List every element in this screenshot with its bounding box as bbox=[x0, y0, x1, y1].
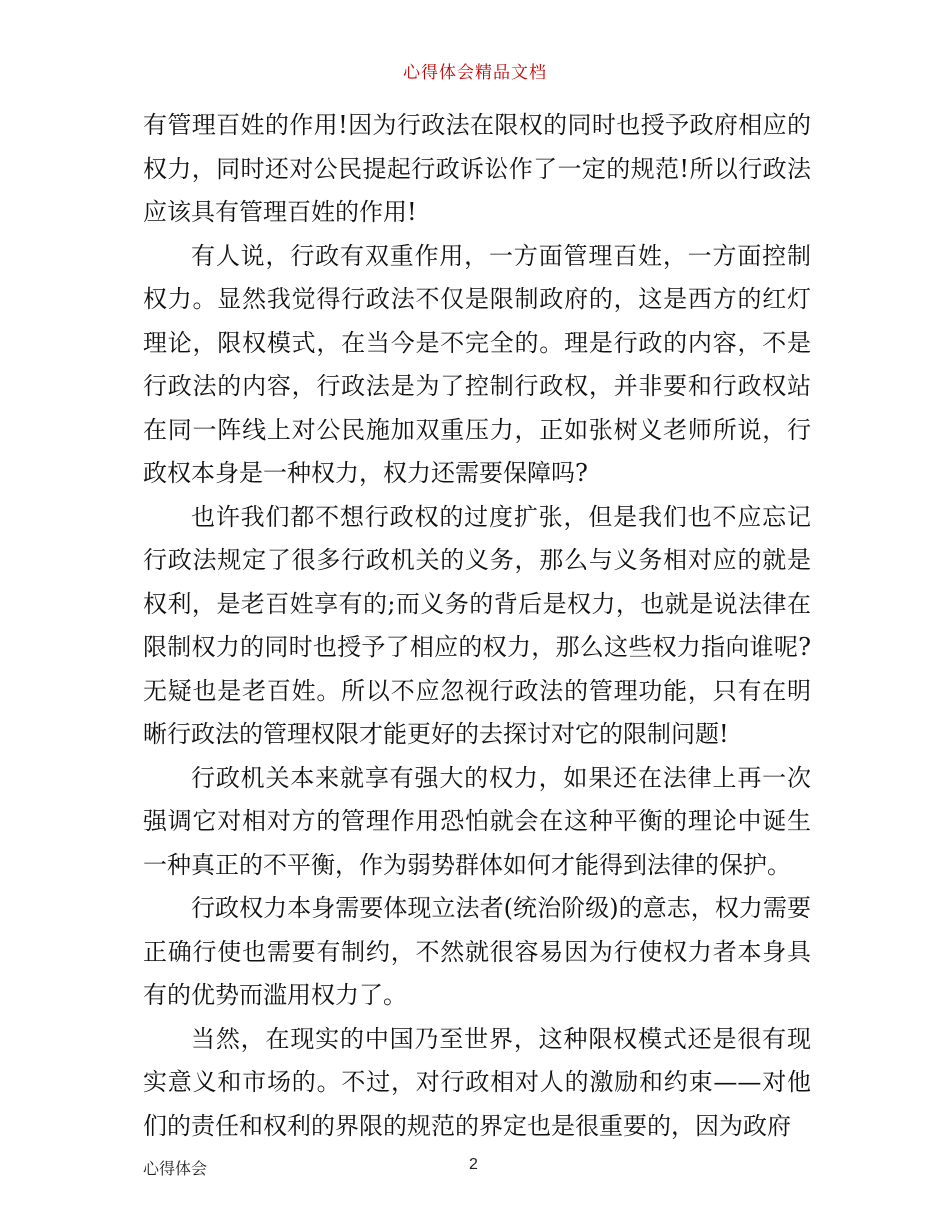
paragraph-2: 有人说，行政有双重作用，一方面管理百姓，一方面控制权力。显然我觉得行政法不仅是限制政府的，这是西方的红灯理论，限权模式，在当今是不完全的。理是行政的内容，不是行政法的内容，行政法是为了控制行政权，并非要和行政权站在同一阵线上对公民施加双重压力，正如张树义老师所说，行政权本身是一种权力，权力还需要保障吗? bbox=[143, 241, 811, 487]
footer-label: 心得体会 bbox=[143, 1159, 208, 1178]
paragraph-6: 当然，在现实的中国乃至世界，这种限权模式还是很有现实意义和市场的。不过，对行政相对人的激励和约束——对他们的责任和权利的界限的规范的界定也是很重要的，因为政府 bbox=[143, 1024, 811, 1140]
page-header-title: 心得体会精品文档 bbox=[403, 63, 547, 83]
paragraph-4: 行政机关本来就享有强大的权力，如果还在法律上再一次强调它对相对方的管理作用恐怕就会在这种平衡的理论中诞生一种真正的不平衡，作为弱势群体如何才能得到法律的保护。 bbox=[143, 763, 811, 879]
document-body bbox=[143, 104, 811, 1148]
page-footer bbox=[143, 1156, 811, 1180]
paragraph-5: 行政权力本身需要体现立法者(统治阶级)的意志，权力需要正确行使也需要有制约，不然就很容易因为行使权力者本身具有的优势而滥用权力了。 bbox=[143, 894, 811, 1009]
paragraph-1: 有管理百姓的作用!因为行政法在限权的同时也授予政府相应的权力，同时还对公民提起行政诉讼作了一定的规范!所以行政法应该具有管理百姓的作用! bbox=[143, 111, 811, 226]
paragraph-3: 也许我们都不想行政权的过度扩张，但是我们也不应忘记行政法规定了很多行政机关的义务，那么与义务相对应的就是权利，是老百姓享有的;而义务的背后是权力，也就是说法律在限制权力的同时也授予了相应的权力，那么这些权力指向谁呢?无疑也是老百姓。所以不应忽视行政法的管理功能，只有在明晰行政法的管理权限才能更好的去探讨对它的限制问题! bbox=[143, 502, 811, 748]
page-number: 2 bbox=[469, 1156, 478, 1173]
